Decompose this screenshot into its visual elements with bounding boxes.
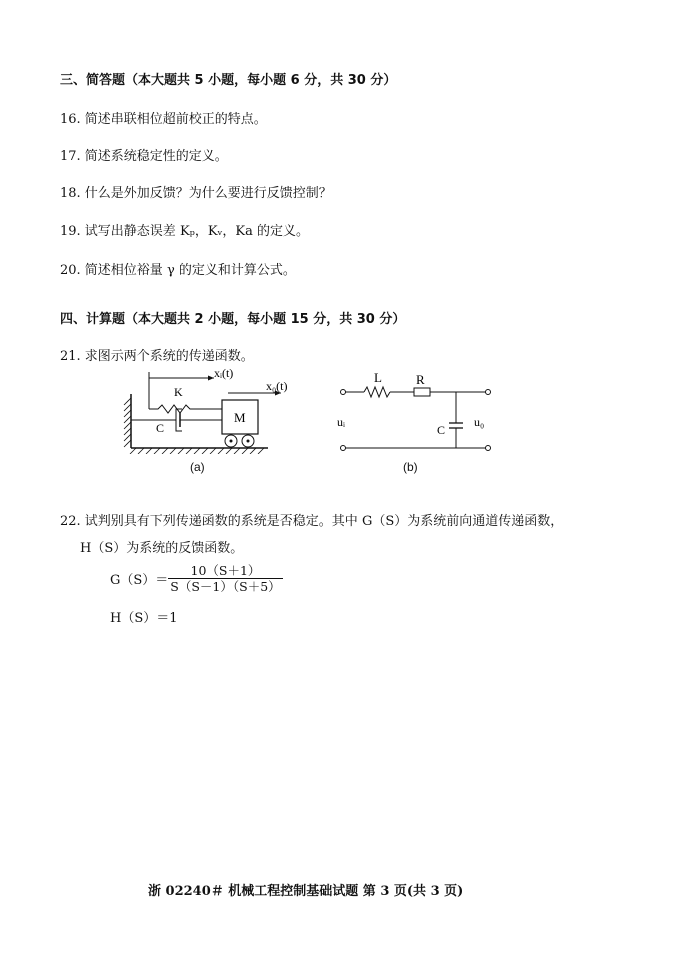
question-22-line-1: 22. 试判别具有下列传递函数的系统是否稳定。其中 G（S）为系统前向通道传递函数，	[60, 514, 564, 529]
output-terminal-bottom	[486, 446, 491, 451]
damper-label: C	[156, 421, 165, 435]
h-formula: H（S）＝1	[110, 611, 178, 626]
ground-hatch	[130, 448, 264, 454]
input-voltage-label: uᵢ	[337, 415, 345, 429]
inductor-label: L	[374, 370, 382, 385]
section-3-title: 三、简答题（本大题共 5 小题，每小题 6 分，共 30 分）	[60, 73, 397, 88]
g-formula	[110, 563, 283, 594]
question-17: 17. 简述系统稳定性的定义。	[60, 149, 228, 164]
page-footer: 浙 02240＃ 机械工程控制基础试题 第 3 页(共 3 页)	[148, 884, 464, 899]
output-terminal-top	[486, 390, 491, 395]
capacitor-label: C	[437, 423, 446, 437]
question-20: 20. 简述相位裕量 γ 的定义和计算公式。	[60, 263, 296, 278]
spring-label: K	[174, 385, 183, 399]
input-terminal-top	[341, 390, 346, 395]
wheel-right-hub	[247, 440, 250, 443]
figure-a-caption: (a)	[190, 460, 205, 474]
inductor	[364, 387, 390, 397]
wheel-left-hub	[230, 440, 233, 443]
g-denominator: S（S－1）（S＋5）	[170, 579, 281, 594]
output-voltage-label: u₀	[474, 415, 485, 429]
figure-b-caption: (b)	[403, 460, 418, 474]
wall-hatch	[124, 398, 131, 447]
g-numerator: 10（S＋1）	[168, 563, 282, 579]
figure-b-circuit-diagram	[330, 368, 500, 458]
g-fraction	[168, 563, 282, 594]
resistor-label: R	[416, 372, 425, 387]
question-19: 19. 试写出静态误差 Kₚ，Kᵥ，Ka 的定义。	[60, 224, 309, 239]
question-16: 16. 简述串联相位超前校正的特点。	[60, 112, 267, 127]
question-22-line-2: H（S）为系统的反馈函数。	[80, 541, 244, 556]
input-terminal-bottom	[341, 446, 346, 451]
output-label: x₀(t)	[266, 379, 288, 393]
question-18: 18. 什么是外加反馈？为什么要进行反馈控制？	[60, 186, 332, 201]
mass-label: M	[234, 410, 246, 425]
spring	[149, 405, 222, 413]
g-formula-lhs: G（S）＝	[110, 573, 169, 588]
question-21: 21. 求图示两个系统的传递函数。	[60, 349, 254, 364]
section-4-title: 四、计算题（本大题共 2 小题，每小题 15 分，共 30 分）	[60, 312, 406, 327]
input-label: xᵢ(t)	[214, 366, 234, 380]
figure-a-mechanical-diagram	[118, 362, 308, 454]
resistor	[414, 388, 430, 396]
